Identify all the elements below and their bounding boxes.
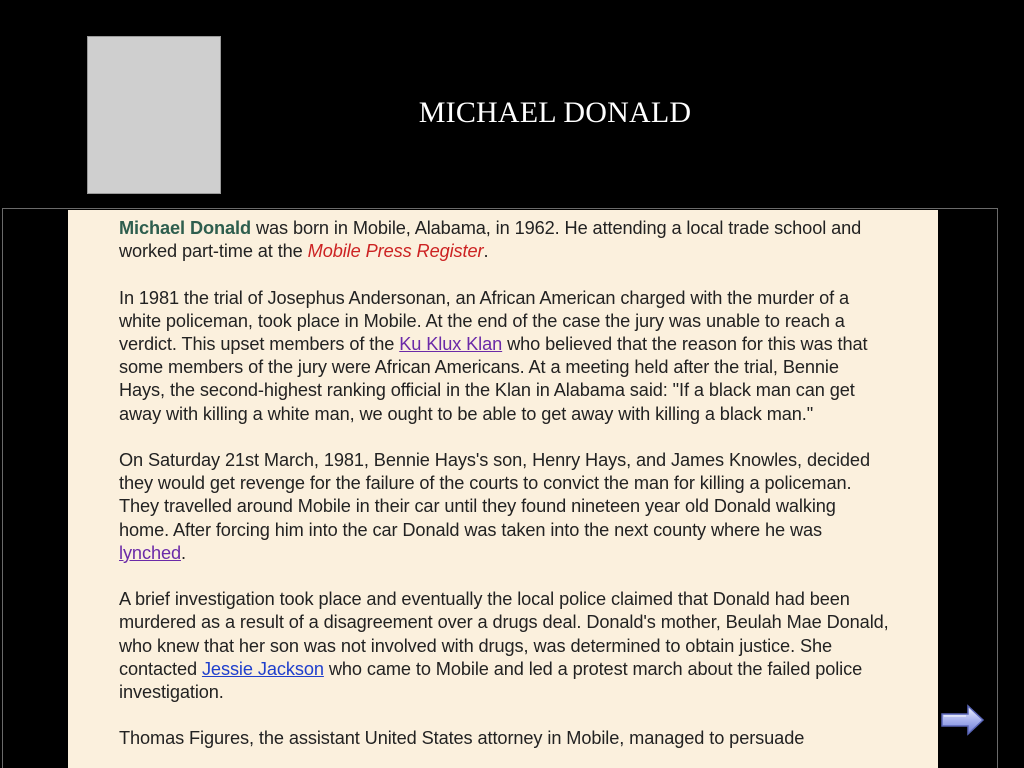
slide-title: MICHAEL DONALD xyxy=(418,96,692,129)
jessie-jackson-link[interactable]: Jessie Jackson xyxy=(201,658,324,679)
paragraph-3-text-b: . xyxy=(181,542,186,563)
newspaper-name: Mobile Press Register xyxy=(307,241,484,262)
portrait-photo xyxy=(87,36,221,194)
ku-klux-klan-link[interactable]: Ku Klux Klan xyxy=(399,334,503,354)
next-slide-button[interactable] xyxy=(938,702,986,738)
paragraph-2-text-a: In 1981 the trial of Josephus Andersonan, an African American charged with the murder of a white policeman, took place in Mobile. At the end of the case the jury was unable to reach a verdict. This upset members of the xyxy=(119,287,850,354)
paragraph-1-text-a: was born in Mobile, Alabama, in 1962. He attending a local trade school and worked part-time at the xyxy=(119,218,862,262)
arrow-right-icon xyxy=(938,702,986,738)
paragraph-1 xyxy=(119,217,889,263)
paragraph-3-text-a: On Saturday 21st March, 1981, Bennie Hays's son, Henry Hays, and James Knowles, decided they would get revenge for the failure of the courts to convict the man for killing a policeman. They travelled around Mobile in their car until they found nineteen year old Donald walking home. After forcing him into the car Donald was taken into the next county where he was xyxy=(119,450,870,540)
paragraph-4-text-b: who came to Mobile and led a protest march about the failed police investigation. xyxy=(119,658,863,703)
paragraph-3 xyxy=(119,449,889,565)
lynched-link[interactable]: lynched xyxy=(119,542,181,563)
paragraph-2 xyxy=(119,287,889,426)
paragraph-5-text-a: Thomas Figures, the assistant United States attorney in Mobile, managed to persuade xyxy=(119,728,805,749)
paragraph-5 xyxy=(119,727,889,750)
paragraph-1-text-b: . xyxy=(483,241,489,262)
paragraph-4 xyxy=(119,588,889,704)
article-body xyxy=(68,210,938,768)
person-name: Michael Donald xyxy=(119,218,251,238)
paragraph-4-text-a: A brief investigation took place and eventually the local police claimed that Donald had been murdered as a result of a disagreement over a drugs deal. Donald's mother, Beulah Mae Donald, who knew that her son was not involved with drugs, was determined to obtain justice. She contacted xyxy=(119,589,889,679)
paragraph-2-text-b: who believed that the reason for this was that some members of the jury were African Americans. At a meeting held after the trial, Bennie Hays, the second-highest ranking official in the Klan in Alabama said: "If a black man can get away with killing a white man, we ought to be able to get away with killing a black man." xyxy=(119,334,868,424)
